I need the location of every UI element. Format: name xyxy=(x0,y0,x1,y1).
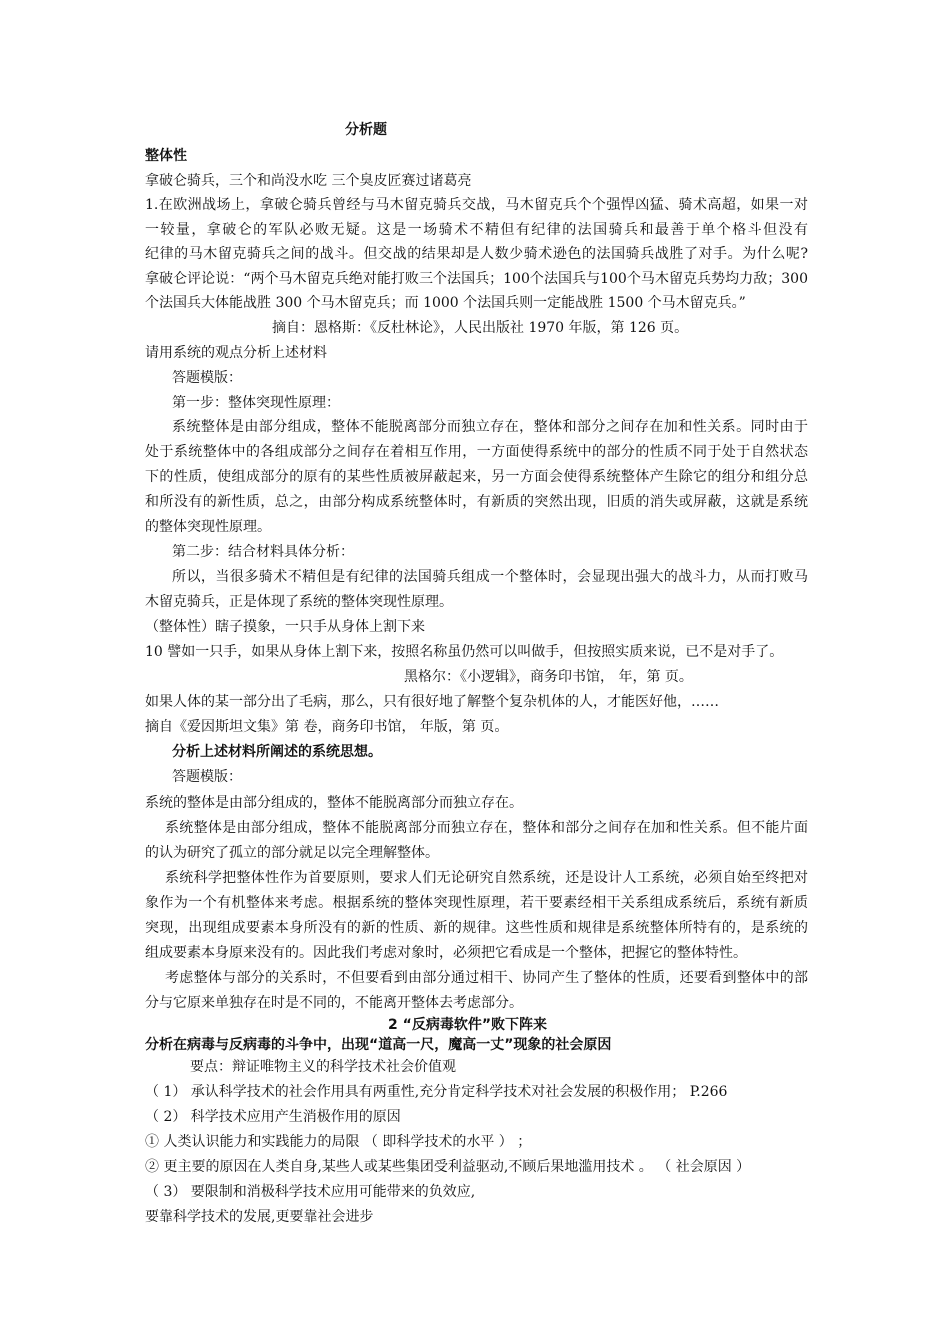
quote-hegel-source: 黑格尔：《小逻辑》，商务印书馆， 年，第 页。 xyxy=(404,669,693,685)
key-points-label: 要点：辩证唯物主义的科学技术社会价值观 xyxy=(190,1059,456,1075)
key-point-2a: ① 人类认识能力和实践能力的局限 （ 即科学技术的水平 ） ； xyxy=(145,1134,532,1150)
quote-hegel: 10 譬如一只手，如果从身体上割下来，按照名称虽仍然可以叫做手，但按照实质来说，已不是对手了。 xyxy=(145,644,784,660)
step-one-text-line: 和所没有的新性质，总之，由部分构成系统整体时，有新质的突然出现，旧质的消失或屏蔽，这就是系统 xyxy=(145,494,808,510)
answer-paragraph-line: 分与它原来单独存在时是不同的，不能离开整体去考虑部分。 xyxy=(145,995,523,1011)
section-subtitle: 拿破仑骑兵，三个和尚没水吃 三个臭皮匠赛过诸葛亮 xyxy=(145,173,472,189)
material-paragraph-line: 拿破仑评论说：“两个马木留克兵绝对能打败三个法国兵；100个法国兵与100个马木留克兵势均力敌；300 xyxy=(145,271,808,287)
section-heading-antivirus: 2 “反病毒软件”败下阵来 xyxy=(388,1017,548,1033)
step-one-text-line: 的整体突现性原理。 xyxy=(145,519,271,535)
step-two-text-line: 木留克骑兵，正是体现了系统的整体突现性原理。 xyxy=(145,594,453,610)
step-two-text-line: 所以，当很多骑术不精但是有纪律的法国骑兵组成一个整体时，会显现出强大的战斗力，从而打败马 xyxy=(172,569,808,585)
step-one-text-line: 处于系统整体中的各组成部分之间存在着相互作用，一方面使得系统中的部分的性质不同于处于自然状态 xyxy=(145,444,808,460)
answer-paragraph-line: 突现，出现组成要素本身所没有的新的性质、新的规律。这些性质和规律是系统整体所特有的，是系统的 xyxy=(145,920,808,936)
key-point-1: （ 1） 承认科学技术的社会作用具有两重性,充分肯定科学技术对社会发展的积极作用； P.266 xyxy=(145,1084,728,1100)
answer-paragraph: 系统的整体是由部分组成的，整体不能脱离部分而独立存在。 xyxy=(145,795,523,811)
section-heading-holism: 整体性 xyxy=(145,148,187,164)
answer-template-label: 答题模版： xyxy=(172,370,242,386)
step-one-label: 第一步：整体突现性原理： xyxy=(172,395,340,411)
question-text: 分析在病毒与反病毒的斗争中，出现“道高一尺，魔高一丈”现象的社会原因 xyxy=(145,1037,612,1053)
section-heading-hand: （整体性）瞎子摸象，一只手从身体上割下来 xyxy=(145,619,425,635)
material-paragraph-line: 一较量，拿破仑的军队必败无疑。这是一场骑术不精但有纪律的法国骑兵和最善于单个格斗但没有 xyxy=(145,222,808,238)
answer-paragraph-line: 组成要素本身原来没有的。因此我们考虑对象时，必须把它看成是一个整体，把握它的整体特性。 xyxy=(145,945,747,961)
question-text: 分析上述材料所阐述的系统思想。 xyxy=(172,744,382,760)
material-paragraph-line: 纪律的马木留克骑兵之间的战斗。但交战的结果却是人数少骑术逊色的法国骑兵战胜了对手。为什么呢? xyxy=(145,246,808,262)
key-point-2: （ 2） 科学技术应用产生消极作用的原因 xyxy=(145,1109,401,1125)
answer-paragraph-line: 象作为一个有机整体来考虑。根据系统的整体突现性原理，若干要素经相干关系组成系统后，系统有新质 xyxy=(145,895,808,911)
material-paragraph-line: 个法国兵大体能战胜 300 个马木留克兵；而 1000 个法国兵则一定能战胜 1500 个马木留克兵。” xyxy=(145,295,746,311)
answer-paragraph-line: 系统整体是由部分组成，整体不能脱离部分而独立存在，整体和部分之间存在加和性关系。但不能片面 xyxy=(165,820,808,836)
step-one-text-line: 下的性质，使组成部分的原有的某些性质被屏蔽起来，另一方面会使得系统整体产生除它的组分和组分总 xyxy=(145,469,808,485)
page-title: 分析题 xyxy=(345,122,387,138)
step-two-label: 第二步：结合材料具体分析： xyxy=(172,544,354,560)
material-paragraph-line: 1.在欧洲战场上，拿破仑骑兵曾经与马木留克骑兵交战，马木留克兵个个强悍凶猛、骑术高超，如果一对 xyxy=(145,197,808,213)
key-point-2b: ② 更主要的原因在人类自身,某些人或某些集团受利益驱动,不顾后果地滥用技术 。 （ 社会原因 ） xyxy=(145,1159,751,1175)
step-one-text-line: 系统整体是由部分组成，整体不能脱离部分而独立存在，整体和部分之间存在加和性关系。同时由于 xyxy=(172,419,808,435)
answer-template-label: 答题模版： xyxy=(172,769,242,785)
material-source: 摘自：恩格斯：《反杜林论》，人民出版社 1970 年版，第 126 页。 xyxy=(272,320,689,336)
quote-einstein-source: 摘自《爱因斯坦文集》第 卷，商务印书馆， 年版，第 页。 xyxy=(145,719,509,735)
quote-einstein: 如果人体的某一部分出了毛病，那么，只有很好地了解整个复杂机体的人，才能医好他，…… xyxy=(145,694,719,710)
key-point-3: （ 3） 要限制和消极科学技术应用可能带来的负效应, xyxy=(145,1184,476,1200)
answer-paragraph-line: 系统科学把整体性作为首要原则，要求人们无论研究自然系统，还是设计人工系统，必须自始至终把对 xyxy=(165,870,808,886)
question-text: 请用系统的观点分析上述材料 xyxy=(145,345,327,361)
key-point-3a: 要靠科学技术的发展,更要靠社会进步 xyxy=(145,1209,374,1225)
answer-paragraph-line: 的认为研究了孤立的部分就足以完全理解整体。 xyxy=(145,845,439,861)
answer-paragraph-line: 考虑整体与部分的关系时，不但要看到由部分通过相干、协同产生了整体的性质，还要看到整体中的部 xyxy=(165,970,808,986)
